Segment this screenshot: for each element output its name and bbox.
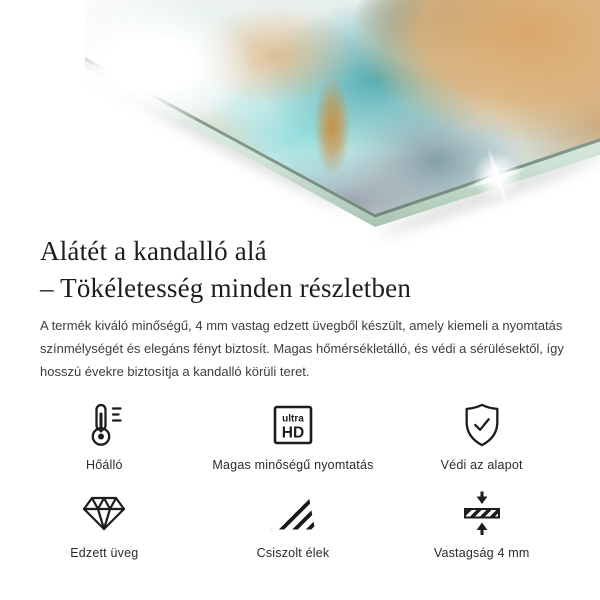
feature-label: Vastagság 4 mm [433, 546, 530, 560]
image-fade [45, 0, 255, 130]
product-image [85, 0, 600, 230]
description-line: színmélységét és elegáns fényt biztosít. Magas hőmérsékletálló, és védi a sérülésektől, így [40, 341, 564, 356]
feature-label: Védi az alapot [440, 458, 523, 472]
feature-label: Csiszolt élek [256, 546, 330, 560]
shield-check-icon [460, 401, 504, 449]
sparkle-glow [463, 143, 531, 211]
feature-tempered-glass [10, 489, 199, 560]
thickness-arrows-icon [458, 489, 506, 537]
feature-grid [10, 401, 576, 560]
feature-protects-base [387, 401, 576, 472]
feature-print-quality [199, 401, 388, 472]
badge-text-top: ultra [282, 413, 304, 425]
feature-label: Edzett üveg [70, 546, 139, 560]
description-line: A termék kiváló minőségű, 4 mm vastag edzett üvegből készült, amely kiemeli a nyomtatás [40, 318, 563, 333]
page-title [40, 233, 411, 307]
polished-edges-icon [271, 489, 315, 537]
page-title-line: – Tökéletesség minden részletben [40, 273, 412, 303]
description-line: hosszú évekre biztosítja a kandalló körüli teret. [40, 364, 310, 379]
feature-label: Magas minőségű nyomtatás [212, 458, 374, 472]
thermometer-icon [83, 401, 125, 449]
feature-label: Hőálló [86, 458, 123, 472]
feature-thickness [387, 489, 576, 560]
feature-polished-edges [199, 489, 388, 560]
product-description [40, 314, 570, 383]
ultra-hd-badge-icon [272, 401, 314, 449]
diamond-icon [80, 489, 128, 537]
feature-heat-resistant [10, 401, 199, 472]
page-title-line: Alátét a kandalló alá [40, 236, 267, 266]
badge-text-bottom: HD [281, 424, 305, 442]
